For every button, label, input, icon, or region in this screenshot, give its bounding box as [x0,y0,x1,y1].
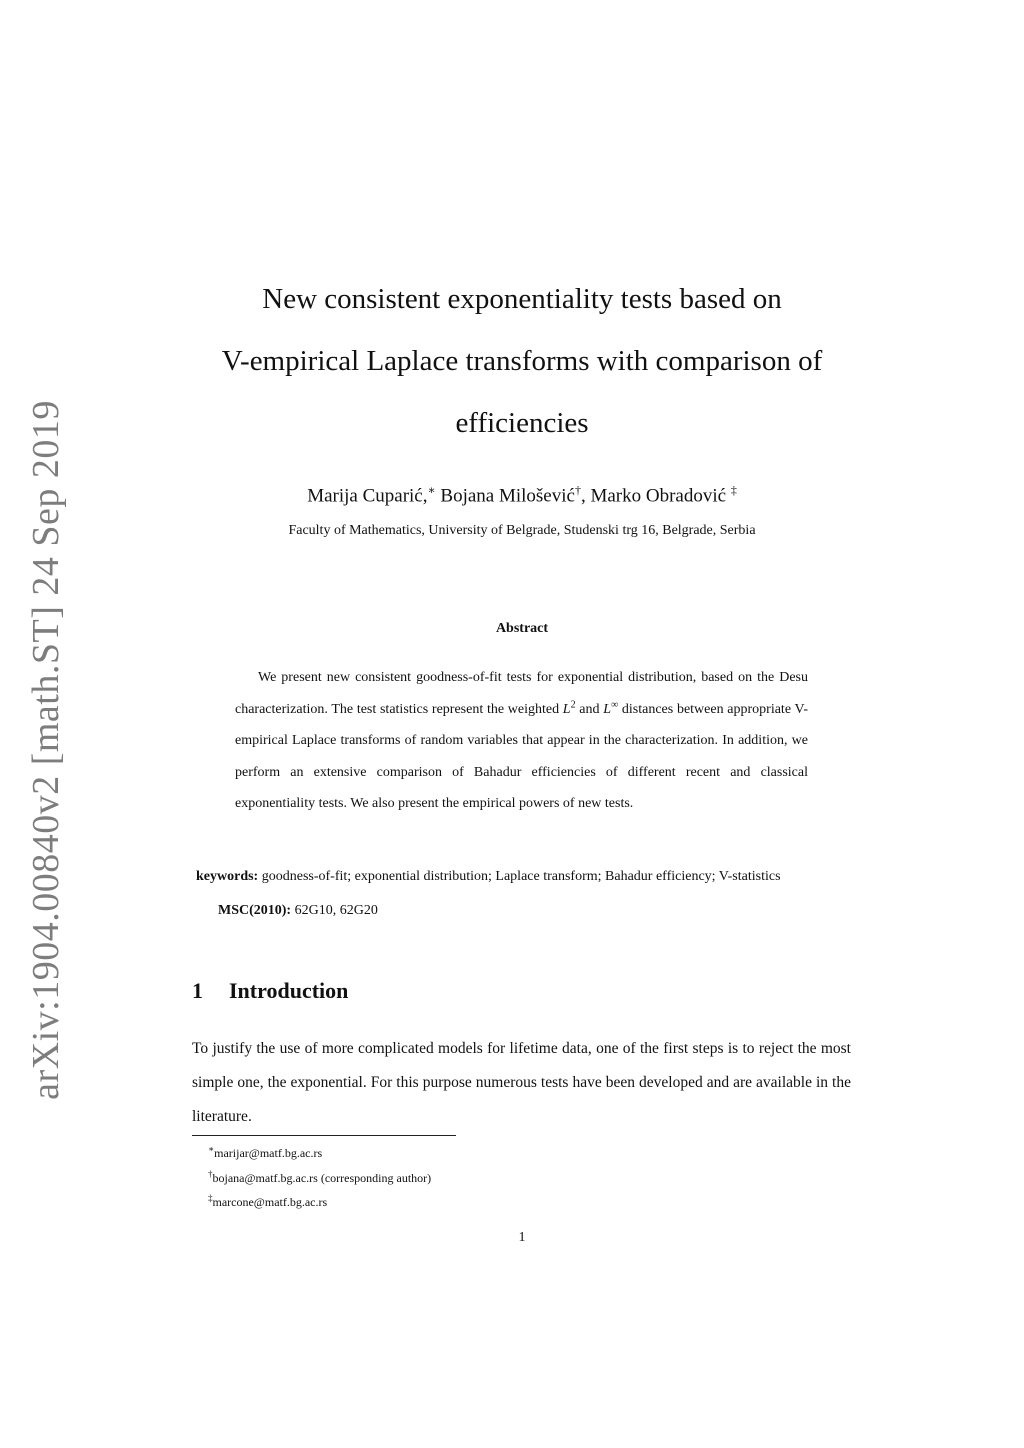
abstract-heading: Abstract [495,621,549,636]
footnote-email: marcone@matf.bg.ac.rs [212,1195,328,1209]
introduction-paragraph: To justify the use of more complicated models for lifetime data, one of the first steps is to reject the most simple one, the exponential. For this purpose numerous tests have been developed and are available in the literature. [192,1040,851,1125]
paper-title [180,268,864,454]
section-number: 1 [192,978,203,1003]
l-norm-symbol: L [603,701,612,717]
author-milosevic: Bojana Milošević [440,485,575,507]
abstract-text-part-2: and [575,701,604,717]
l-infinity-exponent: ∞ [611,698,619,710]
section-heading-introduction [192,975,348,1007]
footnote-item [208,1164,431,1189]
title-line-1: New consistent exponentiality tests based on [262,283,782,315]
footnote-mark: ‡ [208,1193,213,1203]
keywords-line [196,866,856,888]
keywords-text: goodness-of-fit; exponential distribution; Laplace transform; Bahadur efficiency; V-statistics [261,869,781,884]
msc-codes: 62G10, 62G20 [294,903,378,918]
abstract-text-part-1: We present new consistent goodness-of-fit tests for exponential distribution, based on the Desu characterization. The test statistics represent the weighted [235,670,808,717]
author-list [180,476,864,510]
arxiv-identifier-stamp: arXiv:1904.00840v2 [math.ST] 24 Sep 2019 [25,400,67,1100]
section-title: Introduction [229,978,349,1003]
msc-classification [218,900,718,922]
footnote-email: bojana@matf.bg.ac.rs (corresponding author) [212,1170,432,1185]
l-norm-symbol: L [562,701,571,717]
footnotes [208,1139,431,1213]
author-obradovic: , Marko Obradović [580,485,727,507]
footnote-item [208,1139,431,1164]
l2-exponent: 2 [570,698,576,710]
author-footnote-mark-3: ‡ [730,483,737,497]
keywords-label: keywords: [196,869,259,884]
footnote-divider [192,1135,456,1136]
footnote-item [208,1188,431,1213]
abstract-body [235,662,808,820]
msc-label: MSC(2010): [218,903,292,918]
author-footnote-mark-1: ∗ [427,483,436,497]
footnote-mark: ∗ [208,1144,215,1154]
page-number: 1 [518,1230,526,1245]
affiliation: Faculty of Mathematics, University of Belgrade, Studenski trg 16, Belgrade, Serbia [288,523,756,538]
title-line-3: efficiencies [455,407,589,439]
author-cuparic: Marija Cuparić, [307,485,428,507]
title-line-2: V-empirical Laplace transforms with comparison of [221,345,823,377]
author-footnote-mark-2: † [574,483,581,497]
footnote-email: marijar@matf.bg.ac.rs [214,1146,323,1160]
footnote-mark: † [208,1168,213,1179]
abstract-text-part-3: distances between appropriate V-empirical Laplace transforms of random variables that appear in the characterization. In addition, we perform an extensive comparison of Bahadur efficiencies of different recent and classical exponentiality tests. We also present the empirical powers of new tests. [235,701,808,812]
